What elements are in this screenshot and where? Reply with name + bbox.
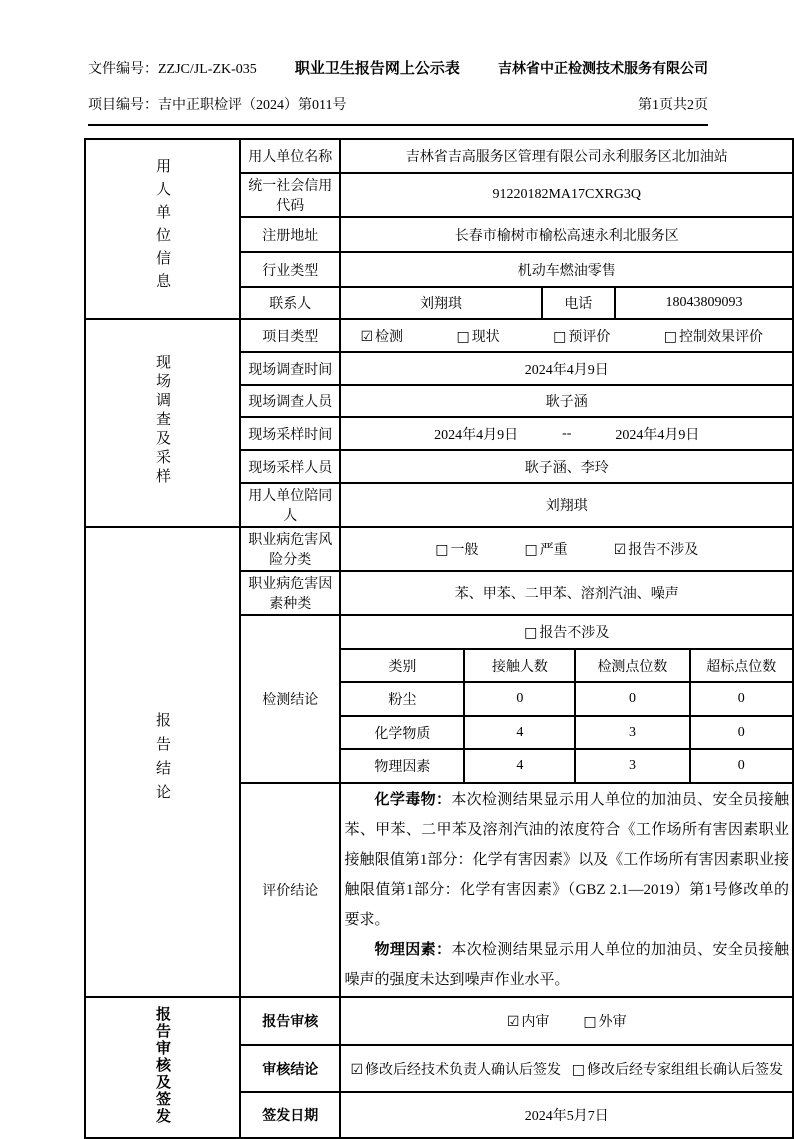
survey-date-value: 2024年4月9日 xyxy=(340,352,793,385)
checkbox-option-general: □ 一般 xyxy=(435,542,479,558)
document-title: 职业卫生报告网上公示表 xyxy=(294,61,460,77)
page-number: 第1页共2页 xyxy=(638,98,708,113)
sampling-end-date: 2024年4月9日 xyxy=(615,427,700,443)
sampling-staff-label: 现场采样人员 xyxy=(240,450,340,483)
sampling-date-value xyxy=(340,417,793,450)
checkbox-option-internal-review: ☑ 内审 xyxy=(506,1014,550,1030)
checkbox-unchecked-icon: □ xyxy=(553,328,567,345)
checkbox-option-tech-lead-confirm: ☑ 修改后经技术负责人确认后签发 xyxy=(350,1061,562,1078)
detection-cell-points: 3 xyxy=(575,749,689,783)
escort-label: 用人单位陪同人 xyxy=(240,483,340,527)
header-line-2 xyxy=(88,94,708,126)
project-type-options xyxy=(340,319,793,352)
detection-header-exceed: 超标点位数 xyxy=(690,649,793,682)
form-table xyxy=(84,138,794,1139)
checkbox-option-severe: □ 严重 xyxy=(524,542,568,558)
address-label: 注册地址 xyxy=(240,217,340,252)
sampling-date-separator: -- xyxy=(562,425,572,441)
survey-staff-label: 现场调查人员 xyxy=(240,385,340,417)
checkbox-option-status-quo: □ 现状 xyxy=(456,328,500,345)
checkbox-checked-icon: ☑ xyxy=(360,328,374,345)
project-type-label: 项目类型 xyxy=(240,319,340,352)
company-name: 吉林省中正检测技术服务有限公司 xyxy=(498,62,708,77)
detection-not-involved xyxy=(340,615,793,649)
checkbox-unchecked-icon: □ xyxy=(571,1061,585,1078)
section-survey xyxy=(85,319,240,527)
detection-header-exposed: 接触人数 xyxy=(464,649,575,682)
risk-class-options xyxy=(340,527,793,571)
report-review-label: 报告审核 xyxy=(240,997,340,1045)
detection-cell-exceed: 0 xyxy=(690,749,793,783)
detection-cell-exposed: 4 xyxy=(464,749,575,783)
issue-date-label: 签发日期 xyxy=(240,1092,340,1138)
checkbox-unchecked-icon: □ xyxy=(524,625,538,641)
checkbox-unchecked-icon: □ xyxy=(524,542,538,558)
checkbox-checked-icon: ☑ xyxy=(613,542,627,558)
checkbox-unchecked-icon: □ xyxy=(456,328,470,345)
detection-cell-category: 粉尘 xyxy=(340,682,464,716)
checkbox-option-expert-lead-confirm: □ 修改后经专家组组长确认后签发 xyxy=(571,1061,783,1078)
employer-name-value: 吉林省吉高服务区管理有限公司永利服务区北加油站 xyxy=(340,139,793,173)
risk-class-label: 职业病危害风险分类 xyxy=(240,527,340,571)
checkbox-checked-icon: ☑ xyxy=(350,1061,364,1078)
detection-cell-exceed: 0 xyxy=(690,682,793,716)
hazard-types-label: 职业病危害因素种类 xyxy=(240,571,340,615)
sampling-staff-value: 耿子涵、李玲 xyxy=(340,450,793,483)
hazard-types-value: 苯、甲苯、二甲苯、溶剂汽油、噪声 xyxy=(340,571,793,615)
checkbox-option-pre-evaluation: □ 预评价 xyxy=(553,328,611,345)
table-row xyxy=(85,139,793,173)
section-survey-label: 现场调查及采样 xyxy=(154,354,170,487)
checkbox-checked-icon: ☑ xyxy=(506,1014,520,1030)
section-employer-label: 用人单位信息 xyxy=(154,157,170,296)
contact-label: 联系人 xyxy=(240,287,340,319)
page-header xyxy=(88,57,708,126)
address-value: 长春市榆树市榆松高速永利北服务区 xyxy=(340,217,793,252)
evaluation-paragraph-chemical: 化学毒物：本次检测结果显示用人单位的加油员、安全员接触苯、甲苯、二甲苯及溶剂汽油的浓度符合《工作场所有害因素职业接触限值第1部分：化学有害因素》以及《工作场所有害因素职业接触限值第1部分：化学有害因素》（GBZ 2.1—2019）第1号修改单的要求。 xyxy=(344,792,789,928)
credit-code-label: 统一社会信用代码 xyxy=(240,173,340,217)
table-row xyxy=(85,527,793,571)
table-row xyxy=(85,319,793,352)
detection-cell-exposed: 0 xyxy=(464,682,575,716)
review-verdict-options xyxy=(340,1045,793,1092)
industry-value: 机动车燃油零售 xyxy=(340,252,793,287)
file-number: 文件编号：ZZJC/JL-ZK-035 xyxy=(88,62,257,77)
phone-label: 电话 xyxy=(542,287,615,319)
detection-cell-category: 物理因素 xyxy=(340,749,464,783)
checkbox-option-detection-na: □ 报告不涉及 xyxy=(524,625,610,641)
credit-code-value: 91220182MA17CXRG3Q xyxy=(340,173,793,217)
checkbox-option-not-involved: ☑ 报告不涉及 xyxy=(613,542,699,558)
evaluation-paragraph-physical: 物理因素：本次检测结果显示用人单位的加油员、安全员接触噪声的强度未达到噪声作业水平。 xyxy=(344,942,789,988)
checkbox-unchecked-icon: □ xyxy=(435,542,449,558)
checkbox-option-detection: ☑ 检测 xyxy=(360,328,404,345)
phone-value: 18043809093 xyxy=(615,287,793,319)
sampling-start-date: 2024年4月9日 xyxy=(434,427,519,443)
detection-cell-points: 0 xyxy=(575,682,689,716)
project-number: 项目编号：吉中正职检评（2024）第011号 xyxy=(88,98,347,113)
evaluation-conclusion-text xyxy=(340,783,793,997)
evaluation-conclusion-label: 评价结论 xyxy=(240,783,340,997)
checkbox-unchecked-icon: □ xyxy=(583,1014,597,1030)
sampling-date-label: 现场采样时间 xyxy=(240,417,340,450)
checkbox-unchecked-icon: □ xyxy=(663,328,677,345)
escort-value: 刘翔琪 xyxy=(340,483,793,527)
table-row xyxy=(85,997,793,1045)
issue-date-value: 2024年5月7日 xyxy=(340,1092,793,1138)
header-line-1 xyxy=(88,57,708,78)
employer-name-label: 用人单位名称 xyxy=(240,139,340,173)
report-review-options xyxy=(340,997,793,1045)
survey-staff-value: 耿子涵 xyxy=(340,385,793,417)
survey-date-label: 现场调查时间 xyxy=(240,352,340,385)
detection-cell-exposed: 4 xyxy=(464,716,575,749)
checkbox-option-external-review: □ 外审 xyxy=(583,1014,627,1030)
industry-label: 行业类型 xyxy=(240,252,340,287)
detection-header-category: 类别 xyxy=(340,649,464,682)
checkbox-option-control-effect: □ 控制效果评价 xyxy=(663,328,763,345)
section-approval xyxy=(85,997,240,1138)
section-conclusion-label: 报告结论 xyxy=(154,711,170,808)
section-conclusion xyxy=(85,527,240,997)
detection-cell-exceed: 0 xyxy=(690,716,793,749)
detection-cell-category: 化学物质 xyxy=(340,716,464,749)
contact-name-value: 刘翔琪 xyxy=(340,287,541,319)
detection-cell-points: 3 xyxy=(575,716,689,749)
section-employer xyxy=(85,139,240,319)
detection-conclusion-label: 检测结论 xyxy=(240,615,340,783)
section-approval-label: 报告审核及签发 xyxy=(154,1005,170,1125)
detection-header-points: 检测点位数 xyxy=(575,649,689,682)
review-verdict-label: 审核结论 xyxy=(240,1045,340,1092)
